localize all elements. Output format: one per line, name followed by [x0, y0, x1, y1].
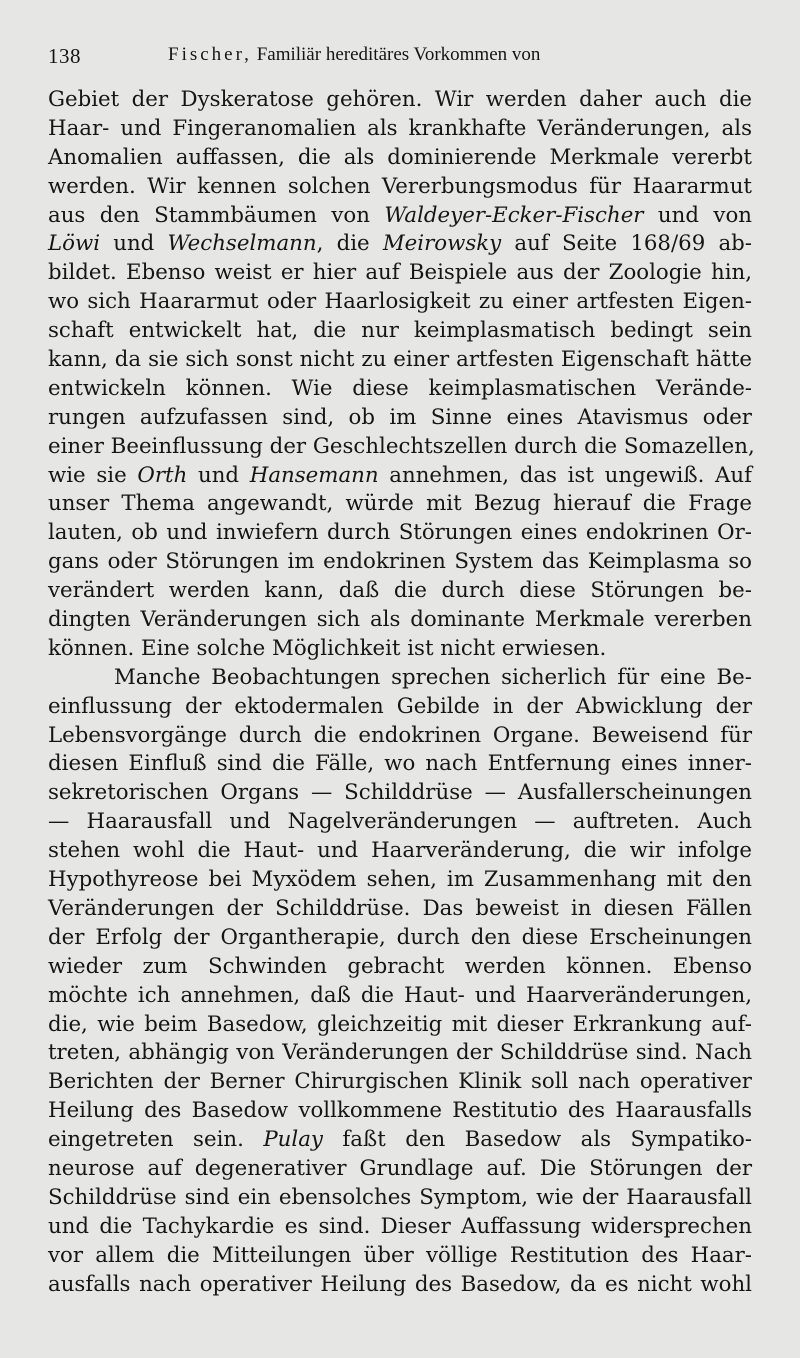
line-text: stehen wohl die Haut- und Haarveränderung, die wir infolge	[48, 838, 752, 864]
text-line	[48, 779, 752, 808]
line-text: schaft entwickelt hat, die nur keimplasmatisch bedingt sein	[48, 318, 752, 344]
line-text: treten, abhängig von Veränderungen der Schilddrüse sind. Nach	[48, 1040, 752, 1066]
line-text: faßt den Basedow als Sympatiko-	[322, 1127, 752, 1153]
running-head	[168, 44, 540, 66]
text-line	[48, 1271, 752, 1300]
line-text: auf Seite 168/69 ab-	[501, 231, 752, 257]
text-line	[48, 866, 752, 895]
line-text: annehmen, das ist ungewiß. Auf	[378, 462, 753, 488]
line-text: können. Eine solche Möglichkeit ist nicht erwiesen.	[48, 635, 607, 661]
text-line	[48, 722, 752, 751]
line-text: rungen aufzufassen sind, ob im Sinne eines Atavismus oder	[48, 404, 752, 430]
line-text: entwickeln können. Wie diese keimplasmatischen Verände-	[48, 375, 752, 401]
text-line	[48, 1126, 752, 1155]
line-text: wieder zum Schwinden gebracht werden können. Ebenso	[48, 953, 752, 979]
text-line	[48, 1068, 752, 1097]
text-line	[48, 606, 752, 635]
text-line	[48, 895, 752, 924]
line-text: wie sie	[48, 462, 138, 488]
text-line	[48, 1011, 752, 1040]
italic-name: Meirowsky	[382, 231, 502, 257]
text-line	[48, 664, 752, 693]
text-line	[48, 490, 752, 519]
text-line	[48, 1097, 752, 1126]
running-head-author: Fischer,	[168, 44, 252, 65]
line-text: der Erfolg der Organtherapie, durch den diese Erscheinungen	[48, 924, 752, 950]
text-line	[48, 404, 752, 433]
running-head-title: Familiär hereditäres Vorkommen von	[256, 44, 541, 65]
line-text: Veränderungen der Schilddrüse. Das beweist in diesen Fällen	[48, 895, 752, 921]
italic-name: Wechselmann	[167, 231, 317, 257]
line-text: Lebensvorgänge durch die endokrinen Organe. Beweisend für	[48, 722, 752, 748]
line-text: diesen Einfluß sind die Fälle, wo nach Entfernung eines inner-	[48, 751, 752, 777]
line-text: einflussung der ektodermalen Gebilde in der Abwicklung der	[48, 693, 752, 719]
line-text: Gebiet der Dyskeratose gehören. Wir werden daher auch die	[48, 87, 752, 112]
line-text: Schilddrüse sind ein ebensolches Symptom, wie der Haarausfall	[48, 1184, 752, 1210]
line-text: gans oder Störungen im endokrinen System das Keimplasma so	[48, 549, 752, 575]
text-line	[48, 317, 752, 346]
line-text: und von	[643, 202, 752, 228]
line-text: vor allem die Mitteilungen über völlige Restitution des Haar-	[48, 1242, 752, 1268]
italic-name: Orth	[137, 462, 188, 488]
text-line	[48, 115, 752, 144]
line-text: wo sich Haararmut oder Haarlosigkeit zu einer artfesten Eigen-	[48, 289, 752, 315]
text-line	[48, 548, 752, 577]
text-line	[48, 924, 752, 953]
line-text: sekretorischen Organs — Schilddrüse — Ausfallerscheinungen	[48, 780, 752, 806]
text-line	[48, 144, 752, 173]
text-line	[48, 462, 752, 491]
line-text: kann, da sie sich sonst nicht zu einer artfesten Eigenschaft hätte	[48, 347, 752, 373]
line-text: — Haarausfall und Nagelveränderungen — auftreten. Auch	[48, 809, 752, 835]
text-line	[48, 837, 752, 866]
text-line	[48, 259, 752, 288]
text-line	[48, 808, 752, 837]
line-text: , die	[316, 231, 383, 257]
line-text: einer Beeinflussung der Geschlechtszellen durch die Somazellen,	[48, 433, 755, 459]
line-text: Hypothyreose bei Myxödem sehen, im Zusammenhang mit den	[48, 867, 752, 893]
text-line	[48, 750, 752, 779]
text-line	[48, 953, 752, 982]
line-text: Anomalien auffassen, die als dominierende Merkmale vererbt	[48, 144, 752, 170]
line-text: dingten Veränderungen sich als dominante Merkmale vererben	[48, 607, 752, 633]
line-text: unser Thema angewandt, würde mit Bezug hierauf die Frage	[48, 491, 752, 517]
page-header	[48, 44, 752, 86]
line-text: die, wie beim Basedow, gleichzeitig mit dieser Erkrankung auf-	[48, 1011, 752, 1037]
text-line	[48, 1184, 752, 1213]
text-line	[48, 519, 752, 548]
line-text: Haar- und Fingeranomalien als krankhafte Veränderungen, als	[48, 115, 752, 141]
text-line	[48, 1039, 752, 1068]
italic-name: Waldeyer-Ecker-Fischer	[384, 202, 644, 228]
line-text: Berichten der Berner Chirurgischen Klinik soll nach operativer	[48, 1069, 752, 1095]
line-text: neurose auf degenerativer Grundlage auf. Die Störungen der	[48, 1155, 752, 1181]
line-text: eingetreten sein.	[48, 1127, 264, 1153]
line-text: Manche Beobachtungen sprechen sicherlich für eine Be-	[114, 664, 752, 690]
line-text: lauten, ob und inwiefern durch Störungen eines endokrinen Or-	[48, 520, 752, 546]
text-line	[48, 202, 752, 231]
line-text: aus den Stammbäumen von	[48, 202, 385, 228]
text-line	[48, 1155, 752, 1184]
line-text: verändert werden kann, daß die durch diese Störungen be-	[48, 578, 752, 604]
text-line	[48, 1242, 752, 1271]
line-text: Heilung des Basedow vollkommene Restitutio des Haarausfalls	[48, 1098, 752, 1124]
page-number: 138	[48, 44, 81, 68]
text-line	[48, 635, 752, 664]
text-line	[48, 86, 752, 115]
text-line	[48, 288, 752, 317]
text-line	[48, 433, 755, 462]
italic-name: Pulay	[263, 1127, 323, 1153]
line-text: bildet. Ebenso weist er hier auf Beispiele aus der Zoologie hin,	[48, 260, 752, 286]
line-text: und	[100, 231, 168, 257]
line-text: und	[187, 462, 250, 488]
line-text: werden. Wir kennen solchen Vererbungsmodus für Haararmut	[48, 173, 752, 199]
text-line	[48, 230, 752, 259]
line-text: möchte ich annehmen, daß die Haut- und Haarveränderungen,	[48, 982, 752, 1008]
text-line	[48, 375, 752, 404]
line-text: ausfalls nach operativer Heilung des Basedow, da es nicht wohl	[48, 1271, 752, 1297]
body-text	[48, 86, 755, 1299]
line-text: und die Tachykardie es sind. Dieser Auffassung widersprechen	[48, 1213, 752, 1239]
italic-name: Löwi	[48, 231, 101, 257]
text-line	[48, 577, 752, 606]
text-line	[48, 693, 752, 722]
text-line	[48, 346, 752, 375]
italic-name: Hansemann	[249, 462, 379, 488]
text-line	[48, 1213, 752, 1242]
text-line	[48, 173, 752, 202]
text-line	[48, 982, 752, 1011]
